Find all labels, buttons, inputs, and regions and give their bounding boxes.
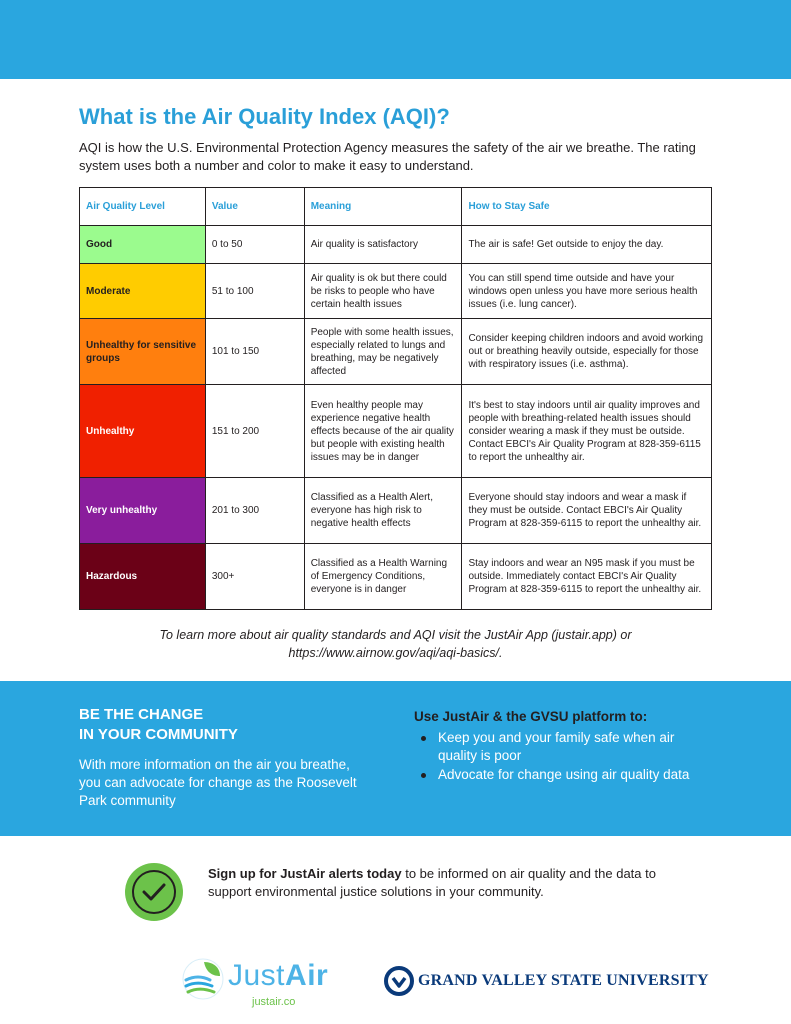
meaning-cell: Even healthy people may experience negative health effects because of the air quality but people with existing health issues may be in danger xyxy=(304,385,462,478)
signup-bold: Sign up for JustAir alerts today xyxy=(208,866,402,881)
value-cell: 300+ xyxy=(205,544,304,610)
justair-word-prefix: Just xyxy=(228,959,286,992)
cta-heading-line2: IN YOUR COMMUNITY xyxy=(79,726,238,743)
safety-cell: Stay indoors and wear an N95 mask if you must be outside. Immediately contact EBCI's Air Quality Program at 828-359-6115 to report the unhealthy air. xyxy=(462,544,712,610)
level-cell: Unhealthy xyxy=(80,385,206,478)
value-cell: 201 to 300 xyxy=(205,478,304,544)
list-item xyxy=(414,766,714,784)
meaning-cell: Air quality is satisfactory xyxy=(304,226,462,264)
table-row xyxy=(80,478,712,544)
safety-cell: Consider keeping children indoors and avoid working out or breathing heavily outside, especially for those with respiratory issues (i.e. asthma). xyxy=(462,319,712,385)
platform-heading: Use JustAir & the GVSU platform to: xyxy=(414,709,648,724)
level-cell: Good xyxy=(80,226,206,264)
table-row xyxy=(80,226,712,264)
header-level: Air Quality Level xyxy=(80,188,206,226)
meaning-cell: People with some health issues, especially related to lungs and breathing, may be negatively affected xyxy=(304,319,462,385)
table-row xyxy=(80,544,712,610)
gvsu-name: GRAND VALLEY STATE UNIVERSITY xyxy=(418,972,709,989)
bullet-dot-icon xyxy=(421,736,426,741)
safety-cell: The air is safe! Get outside to enjoy the day. xyxy=(462,226,712,264)
justair-wordmark xyxy=(228,958,328,994)
safety-cell: It's best to stay indoors until air quality improves and people with breathing-related health issues should consider wearing a mask if they must be outside. Contact EBCI's Air Quality Program at 828-359-6115 to report the unhealthy air. xyxy=(462,385,712,478)
justair-leaf-icon xyxy=(180,956,226,1002)
signup-rest: to be informed on air quality and the data to support environmental justice solutions in your community. xyxy=(208,866,656,899)
safety-cell: Everyone should stay indoors and wear a mask if they must be outside. Contact EBCI's Air Quality Program at 828-359-6115 to report the unhealthy air. xyxy=(462,478,712,544)
justair-logo xyxy=(180,956,350,1012)
top-banner xyxy=(0,0,791,79)
level-cell: Moderate xyxy=(80,264,206,319)
table-row xyxy=(80,385,712,478)
meaning-cell: Classified as a Health Alert, everyone has high risk to negative health effects xyxy=(304,478,462,544)
gvsu-logo xyxy=(384,966,709,1000)
cta-heading-line1: BE THE CHANGE xyxy=(79,706,204,723)
meaning-cell: Classified as a Health Warning of Emergency Conditions, everyone is in danger xyxy=(304,544,462,610)
aqi-table xyxy=(79,187,712,610)
bullet-text: Keep you and your family safe when air quality is poor xyxy=(438,730,675,763)
safety-cell: You can still spend time outside and have your windows open unless you have more serious health issues (i.e. lung cancer). xyxy=(462,264,712,319)
justair-word-suffix: Air xyxy=(285,959,329,992)
table-row xyxy=(80,319,712,385)
checkmark-glyph xyxy=(134,872,174,912)
value-cell: 51 to 100 xyxy=(205,264,304,319)
cta-body: With more information on the air you breathe, you can advocate for change as the Roosevelt Park community xyxy=(79,757,357,808)
list-item xyxy=(414,729,714,765)
intro-paragraph: AQI is how the U.S. Environmental Protection Agency measures the safety of the air we breathe. The rating system uses both a number and color to make it easy to understand. xyxy=(79,140,696,173)
header-meaning: Meaning xyxy=(304,188,462,226)
page-title: What is the Air Quality Index (AQI)? xyxy=(79,104,450,129)
signup-text xyxy=(208,865,678,901)
bullet-text: Advocate for change using air quality data xyxy=(438,767,690,782)
table-row xyxy=(80,264,712,319)
bullet-dot-icon xyxy=(421,773,426,778)
community-cta-band xyxy=(0,681,791,836)
value-cell: 101 to 150 xyxy=(205,319,304,385)
meaning-cell: Air quality is ok but there could be risks to people who have certain health issues xyxy=(304,264,462,319)
cta-heading xyxy=(79,705,339,745)
justair-url: justair.co xyxy=(252,996,296,1008)
header-value: Value xyxy=(205,188,304,226)
gvsu-g-icon xyxy=(384,966,414,996)
value-cell: 0 to 50 xyxy=(205,226,304,264)
learn-more-note: To learn more about air quality standards and AQI visit the JustAir App (justair.app) or https://www.airnow.gov/aqi/aqi-basics/. xyxy=(159,628,632,660)
level-cell: Hazardous xyxy=(80,544,206,610)
level-cell: Very unhealthy xyxy=(80,478,206,544)
header-safety: How to Stay Safe xyxy=(462,188,712,226)
table-header-row xyxy=(80,188,712,226)
level-cell: Unhealthy for sensitive groups xyxy=(80,319,206,385)
platform-bullets xyxy=(414,729,714,785)
checkmark-ring xyxy=(132,870,176,914)
checkmark-icon xyxy=(125,863,183,921)
value-cell: 151 to 200 xyxy=(205,385,304,478)
